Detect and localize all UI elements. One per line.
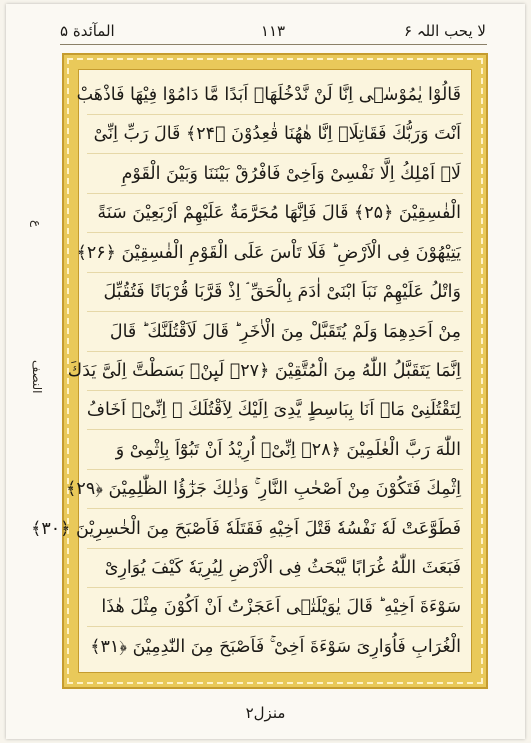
line-text: اللّٰهَ رَبَّ الْعٰلَمِیْنَ ﴿۲۸﴾ اِنِّیْۤ اُرِیْدُ اَنْ تَبُوْٓاَ بِاِثْمِیْ وَ [115, 439, 461, 460]
header-divider [60, 44, 487, 45]
ruku-marker: ع [30, 220, 44, 228]
line-text: قَالُوْا یٰمُوْسٰۤی اِنَّا لَنْ نَّدْخُلَهَاۤ اَبَدًا مَّا دَامُوْا فِیْهَا فَاذْهَبْ [76, 85, 461, 105]
margin-annotations [20, 220, 44, 620]
text-line [76, 234, 463, 273]
line-text: لَاۤ اَمْلِكُ اِلَّا نَفْسِیْ وَاَخِیْ فَافْرُقْ بَیْنَنَا وَبَیْنَ الْقَوْمِ [121, 163, 461, 184]
line-text: یَتِیْهُوْنَ فِی الْاَرْضِ ؕ فَلَا تَاْسَ عَلَی الْقَوْمِ الْفٰسِقِیْنَ ﴿۲۶﴾ [76, 242, 461, 263]
manzil-label: منزل۲ [245, 704, 286, 722]
line-text: مِنْ اَحَدِهِمَا وَلَمْ یُتَقَبَّلْ مِنَ الْاٰخَرِ ؕ قَالَ لَاَقْتُلَنَّكَ ؕ قَالَ [109, 321, 461, 342]
surah-name: المآئدة ۵ [60, 22, 115, 40]
line-text: اِنَّمَا یَتَقَبَّلُ اللّٰهُ مِنَ الْمُتَّقِیْنَ ﴿۲۷﴾ لَىِٕنْۢ بَسَطْتَّ اِلَیَّ یَدَكَ [67, 360, 461, 381]
line-text: سَوْءَةَ اَخِیْهِ ؕ قَالَ یٰوَیْلَتٰۤی اَعَجَزْتُ اَنْ اَكُوْنَ مِثْلَ هٰذَا [101, 597, 461, 618]
line-text: لِتَقْتُلَنِیْ مَاۤ اَنَا بِبَاسِطٍ یَّدِیَ اِلَیْكَ لِاَقْتُلَكَ ۚ اِنِّیْۤ اَخَافُ [86, 400, 461, 421]
text-line [87, 273, 463, 312]
text-line [87, 155, 463, 194]
line-text: اِثْمِكَ فَتَكُوْنَ مِنْ اَصْحٰبِ النَّارِ ۚ وَذٰلِكَ جَزٰٓؤُا الظّٰلِمِیْنَ ﴿۲۹﴾ [66, 479, 461, 500]
line-text: فَطَوَّعَتْ لَهٗ نَفْسُهٗ قَتْلَ اَخِیْهِ فَقَتَلَهٗ فَاَصْبَحَ مِنَ الْخٰسِرِیْنَ ﴿۳۰﴾ [31, 518, 461, 539]
text-line [31, 510, 463, 549]
text-line [66, 470, 463, 509]
text-line [87, 115, 463, 154]
page-number: ١١٣ [260, 22, 286, 40]
text-line [87, 549, 463, 588]
text-line [87, 391, 463, 430]
juz-title: لا یحب اللہ ۶ [403, 22, 486, 40]
page-footer [0, 704, 531, 722]
line-text: الْفٰسِقِیْنَ ﴿۲۵﴾ قَالَ فَاِنَّهَا مُحَرَّمَةٌ عَلَیْهِمْ اَرْبَعِیْنَ سَنَةً [97, 203, 461, 224]
text-line [87, 588, 463, 627]
text-line [87, 313, 463, 352]
text-line [76, 76, 463, 115]
line-text: اَنْتَ وَرَبُّكَ فَقَاتِلَاۤ اِنَّا هٰهُنَا قٰعِدُوْنَ ﴿۲۴﴾ قَالَ رَبِّ اِنِّیْ [93, 124, 461, 145]
text-line [87, 628, 463, 666]
text-line [87, 194, 463, 233]
text-line [87, 431, 463, 470]
line-text: الْغُرَابِ فَاُوَارِیَ سَوْءَةَ اَخِیْ ۚ فَاَصْبَحَ مِنَ النّٰدِمِیْنَ ﴿۳۱﴾ [90, 636, 461, 657]
nisf-marker: النصف [30, 360, 44, 394]
line-text: وَاتْلُ عَلَیْهِمْ نَبَاَ ابْنَیْ اٰدَمَ بِالْحَقِّ ۘ اِذْ قَرَّبَا قُرْبَانًا فَتُقُبِّلَ [103, 282, 461, 303]
text-line [67, 352, 463, 391]
line-text: فَبَعَثَ اللّٰهُ غُرَابًا یَّبْحَثُ فِی الْاَرْضِ لِیُرِیَهٗ كَیْفَ یُوَارِیْ [104, 558, 461, 579]
